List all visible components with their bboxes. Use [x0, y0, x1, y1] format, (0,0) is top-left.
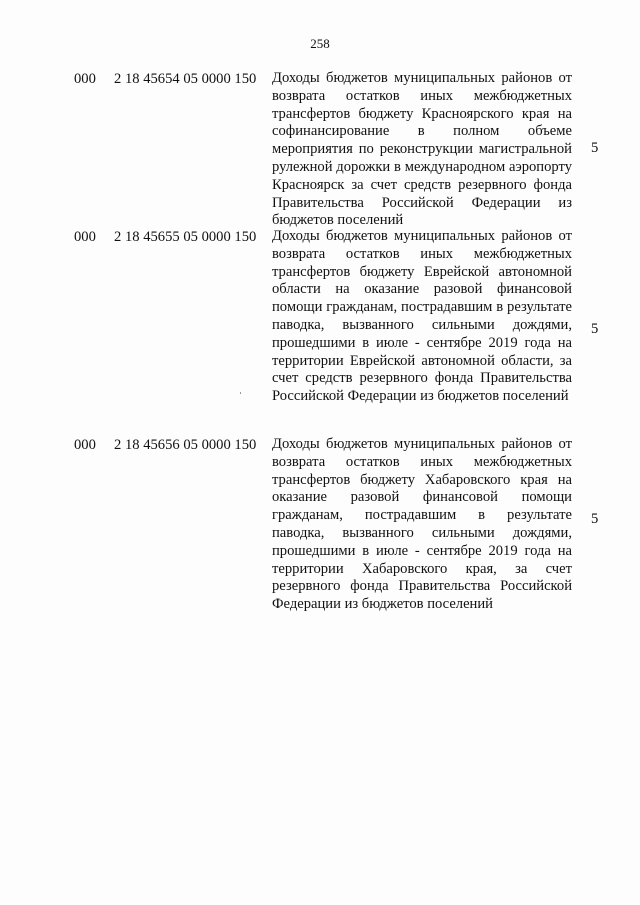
admin-code: 000 [74, 229, 96, 245]
revenue-description: Доходы бюджетов муниципальных районов от возврата остатков иных межбюджетных трансфертов бюджету Еврейской автономной области на оказание разовой финансовой помощи гражданам, пострадавшим в результате паводка, вызванного сильными дождями, прошедшими в июле - сентябре 2019 года на территории Еврейской автономной области, за счет средств резервного фонда Правительства Российской Федерации из бюджетов поселений [272, 228, 572, 405]
page-number: 258 [310, 36, 330, 51]
budget-classification-code: 2 18 45654 05 0000 150 [114, 71, 257, 87]
distribution-norm: 5 [591, 140, 599, 156]
scan-speck [240, 392, 241, 394]
admin-code: 000 [74, 71, 96, 87]
admin-code: 000 [74, 437, 96, 453]
revenue-description: Доходы бюджетов муниципальных районов от возврата остатков иных межбюджетных трансфертов бюджету Хабаровского края на оказание разовой финансовой помощи гражданам, пострадавшим в результате паводка, вызванного сильными дождями, прошедшими в июле - сентябре 2019 года на территории Хабаровского края, за счет резервного фонда Правительства Российской Федерации из бюджетов поселений [272, 436, 572, 613]
distribution-norm: 5 [591, 321, 599, 337]
budget-classification-code: 2 18 45656 05 0000 150 [114, 437, 257, 453]
revenue-description: Доходы бюджетов муниципальных районов от возврата остатков иных межбюджетных трансфертов бюджету Красноярского края на софинансирование в полном объеме мероприятия по реконструкции магистральной рулежной дорожки в международном аэропорту Красноярск за счет средств резервного фонда Правительства Российской Федерации из бюджетов поселений [272, 70, 572, 229]
budget-classification-code: 2 18 45655 05 0000 150 [114, 229, 257, 245]
distribution-norm: 5 [591, 511, 599, 527]
